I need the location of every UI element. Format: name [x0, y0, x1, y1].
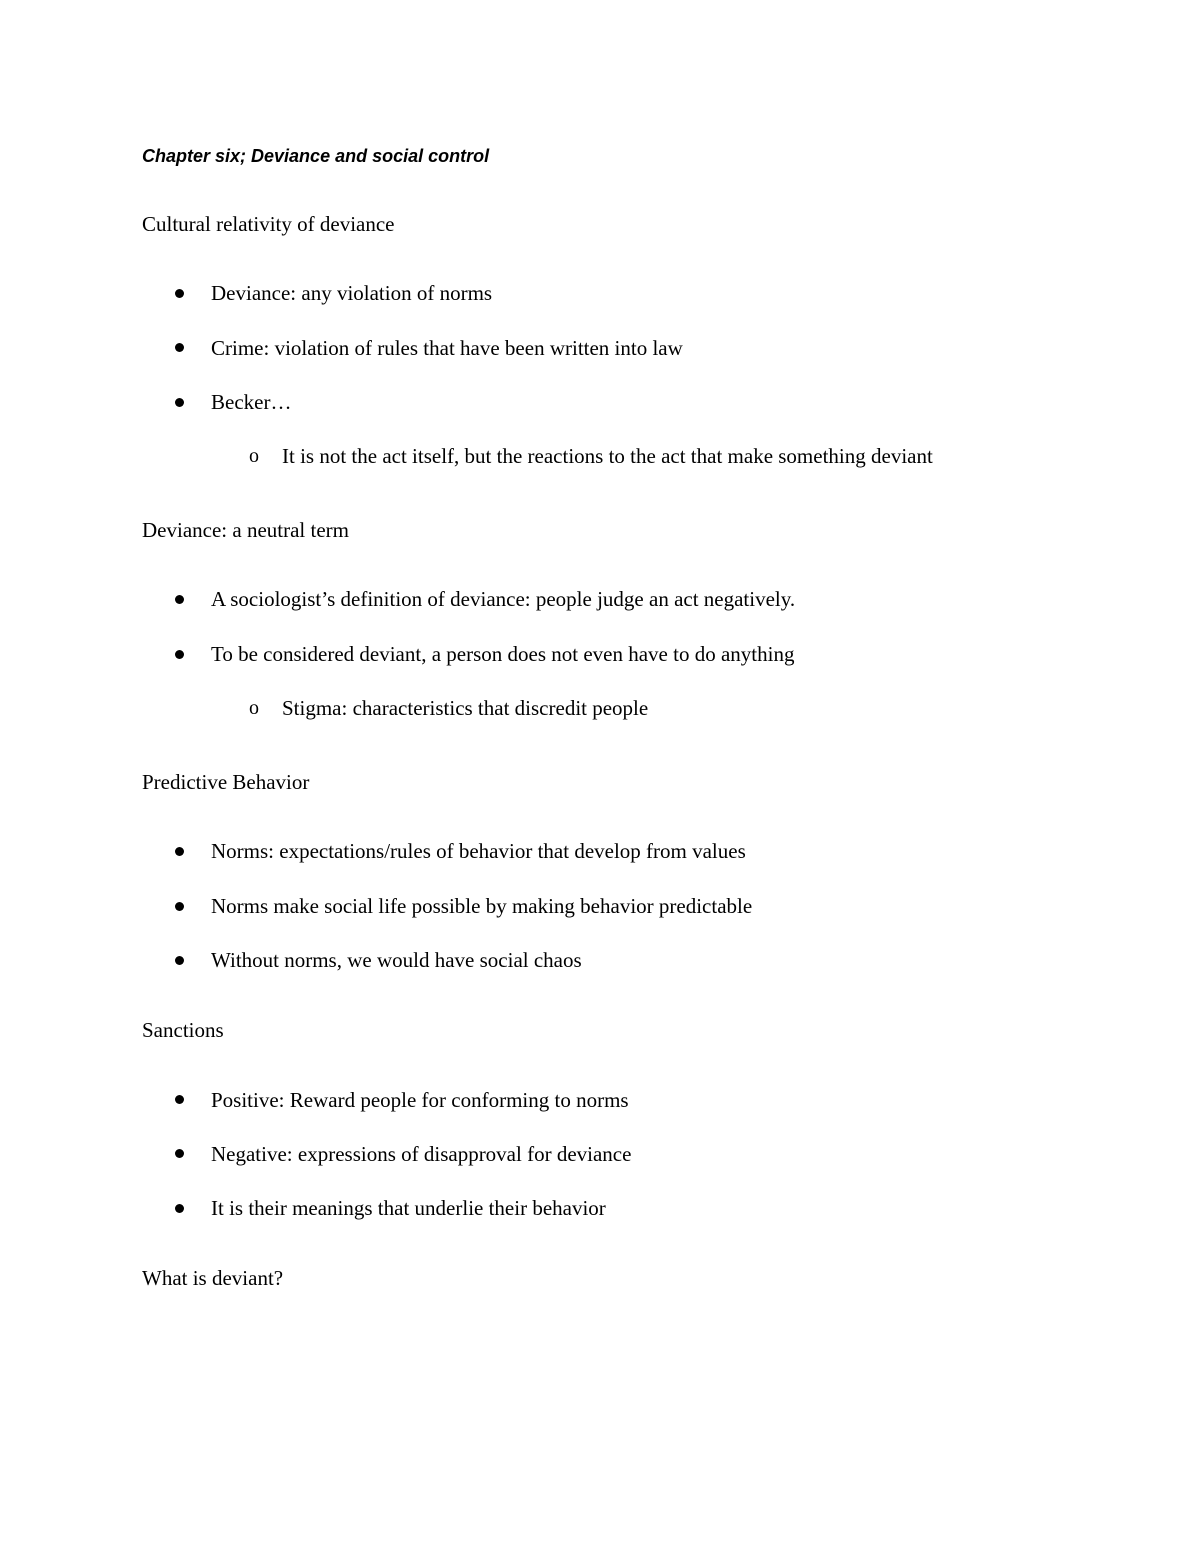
section-heading: Deviance: a neutral term	[142, 518, 349, 542]
section-heading: Cultural relativity of deviance	[142, 212, 395, 236]
sub-bullet-icon: o	[249, 697, 259, 719]
list-item: Positive: Reward people for conforming to norms	[211, 1088, 629, 1112]
bullet-icon	[175, 650, 184, 659]
bullet-icon	[175, 398, 184, 407]
sub-list-item: It is not the act itself, but the reactions to the act that make something deviant	[282, 444, 933, 468]
bullet-icon	[175, 902, 184, 911]
sub-bullet-icon: o	[249, 445, 259, 467]
bullet-icon	[175, 847, 184, 856]
list-item: Without norms, we would have social chaos	[211, 948, 582, 972]
list-item: Deviance: any violation of norms	[211, 281, 493, 305]
list-item: To be considered deviant, a person does not even have to do anything	[211, 642, 795, 666]
list-item: It is their meanings that underlie their behavior	[211, 1196, 606, 1220]
list-item: Negative: expressions of disapproval for deviance	[211, 1142, 632, 1166]
list-item: Crime: violation of rules that have been written into law	[211, 336, 683, 360]
list-item: A sociologist’s definition of deviance: people judge an act negatively.	[211, 587, 796, 611]
bullet-icon	[175, 956, 184, 965]
list-item: Becker…	[211, 390, 292, 414]
bullet-icon	[175, 595, 184, 604]
bullet-icon	[175, 1149, 184, 1158]
bullet-icon	[175, 1095, 184, 1104]
bullet-icon	[175, 289, 184, 298]
list-item: Norms make social life possible by making behavior predictable	[211, 894, 753, 918]
document-title: Chapter six; Deviance and social control	[142, 146, 490, 166]
section-heading: Predictive Behavior	[142, 770, 310, 794]
section-heading: What is deviant?	[142, 1266, 284, 1290]
list-item: Norms: expectations/rules of behavior that develop from values	[211, 839, 746, 863]
sub-list-item: Stigma: characteristics that discredit people	[282, 696, 649, 720]
section-heading: Sanctions	[142, 1018, 224, 1042]
bullet-icon	[175, 1204, 184, 1213]
bullet-icon	[175, 343, 184, 352]
